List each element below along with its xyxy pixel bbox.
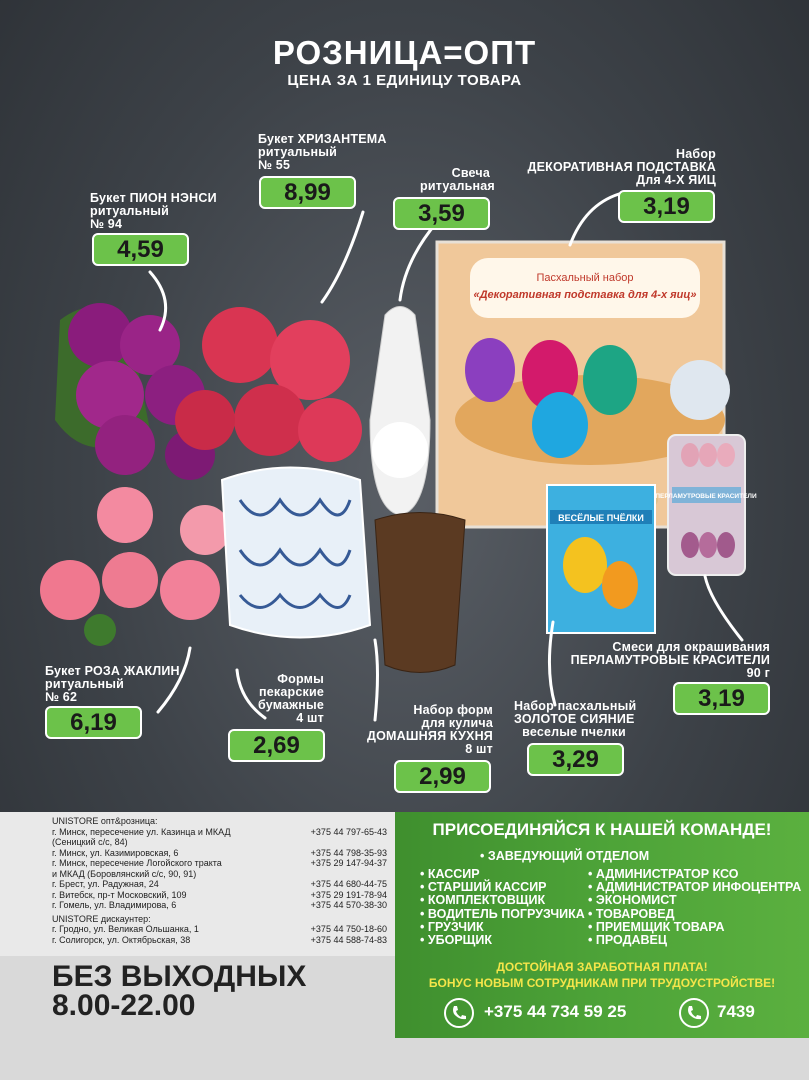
opening-hours: БЕЗ ВЫХОДНЫХ 8.00-22.00 [52,960,307,1022]
store-row: г. Минск, ул. Казимировская, 6 +375 44 798-35-93 [52,847,387,858]
price-peony: 4,59 [92,233,189,266]
label-kulich-forms: Набор форм для кулича ДОМАШНЯЯ КУХНЯ 8 шт [367,703,493,756]
price-candle: 3,59 [393,197,490,230]
bees-box-title: ВЕСЁЛЫЕ ПЧЁЛКИ [558,513,644,523]
paper-forms-image [222,468,370,638]
pearl-dyes-image [655,435,757,575]
store-row: г. Брест, ул. Радужная, 24 +375 44 680-44-75 [52,879,387,889]
recruit-short-phone[interactable]: 7439 [717,1002,755,1021]
phone-icon [679,998,709,1028]
store-row: г. Минск, пересечение Логойского тракта +375 29 147-94-37 [52,858,387,868]
store-row: (Сеницкий с/с, 84) [52,837,128,847]
recruit-title: ПРИСОЕДИНЯЙСЯ К НАШЕЙ КОМАНДЕ! [432,820,772,839]
price-stand: 3,19 [618,190,715,223]
stores-head1: UNISTORE опт&розница: [52,816,158,826]
label-paper-forms: Формы пекарские бумажные 4 шт [257,672,324,725]
stores-head2: UNISTORE дискаунтер: [52,913,151,924]
phone-icon [444,998,474,1028]
store-row: г. Витебск, пр-т Московский, 109 +375 29 191-78-94 [52,889,387,900]
jobs-left: • КАССИР • СТАРШИЙ КАССИР • КОМПЛЕКТОВЩИК • ВОДИТЕЛЬ ПОГРУЗЧИКА • ГРУЗЧИК • УБОРЩИК [420,868,585,947]
job-top: • ЗАВЕДУЮЩИЙ ОТДЕЛОМ [480,850,649,863]
stand-box-title1: Пасхальный набор [536,272,634,284]
price-paper-forms: 2,69 [228,729,325,762]
price-easter-set: 3,29 [527,743,624,776]
store-row: г. Гродно, ул. Великая Ольшанка, 1 +375 44 750-18-60 [52,924,387,934]
store-row: и МКАД (Боровлянский с/с, 90, 91) [52,868,197,879]
store-row: г. Гомель, ул. Владимирова, 6 +375 44 570-38-30 [52,900,387,910]
page-title: РОЗНИЦА=ОПТ [272,34,537,71]
peony-bouquet-image [55,303,215,480]
store-row: г. Минск, пересечение ул. Казинца и МКАД +375 44 797-65-43 [52,826,387,837]
price-kulich-forms: 2,99 [394,760,491,793]
candle-image [370,307,430,516]
bonus-line1: ДОСТОЙНАЯ ЗАРАБОТНАЯ ПЛАТА! [496,960,708,974]
price-chrysanthemum: 8,99 [259,176,356,209]
stand-box-title2: «Декоративная подставка для 4-х яиц» [473,289,697,301]
label-rose: Букет РОЗА ЖАКЛИН ритуальный № 62 [45,664,180,704]
bees-set-image [547,485,655,633]
stores-list [52,816,387,945]
store-row: г. Солигорск, ул. Октябрьская, 38 +375 44 588-74-83 [52,934,387,945]
label-stand: Набор ДЕКОРАТИВНАЯ ПОДСТАВКА Для 4-Х ЯИЦ [527,147,716,187]
recruit-phone[interactable]: +375 44 734 59 25 [484,1002,627,1021]
label-candle: Свеча ритуальная [420,166,495,193]
price-rose: 6,19 [45,706,142,739]
rose-bouquet-image [40,487,230,646]
kulich-forms-image [375,513,465,673]
label-pearl-dyes: Смеси для окрашивания ПЕРЛАМУТРОВЫЕ КРАСИТЕЛИ 90 г [570,640,770,680]
jobs-right: • АДМИНИСТРАТОР КСО • АДМИНИСТРАТОР ИНФОЦЕНТРА • ЭКОНОМИСТ • ТОВАРОВЕД • ПРИЕМЩИК ТОВАРА • ПРОДАВЕЦ [588,868,801,947]
label-chrysanthemum: Букет ХРИЗАНТЕМА ритуальный № 55 [258,132,387,172]
pearl-box-title: ПЕРЛАМУТРОВЫЕ КРАСИТЕЛИ [655,493,757,500]
price-pearl-dyes: 3,19 [673,682,770,715]
label-peony: Букет ПИОН НЭНСИ ритуальный № 94 [90,191,217,231]
bonus-line2: БОНУС НОВЫМ СОТРУДНИКАМ ПРИ ТРУДОУСТРОЙСТВЕ! [428,976,776,990]
label-easter-set: Набор пасхальный ЗОЛОТОЕ СИЯНИЕ веселые пчелки [514,699,637,739]
page-subtitle: ЦЕНА ЗА 1 ЕДИНИЦУ ТОВАРА [287,72,522,89]
